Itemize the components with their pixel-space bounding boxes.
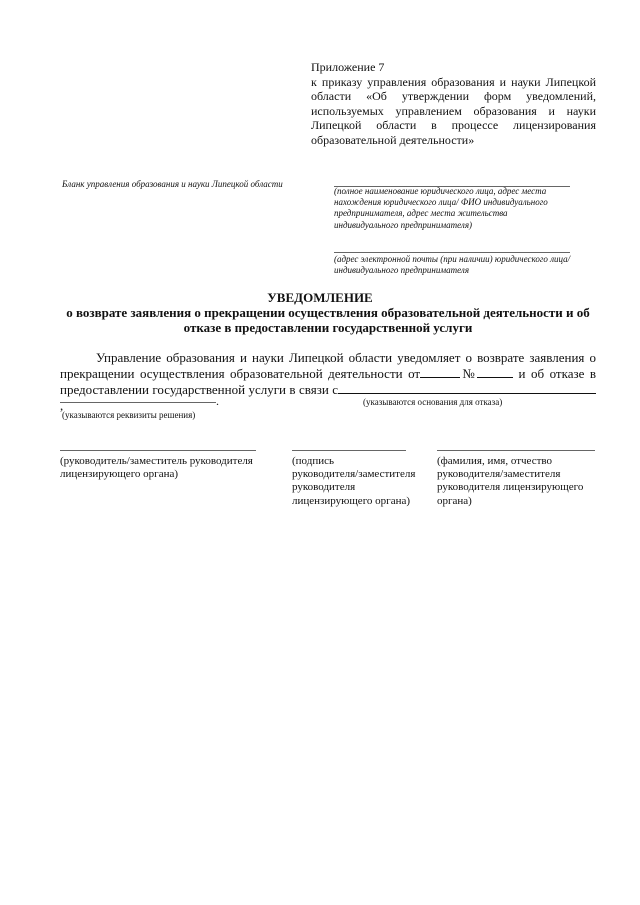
appendix-header: [311, 60, 596, 148]
recipient-caption: (полное наименование юридического лица, адрес места нахождения юридического лица/ ФИО индивидуального предпринимателя, адрес места жительства индивидуального предпринимателя): [334, 186, 548, 230]
reason-blank: [338, 382, 596, 394]
recipient-email-caption: (адрес электронной почты (при наличии) юридического лица/индивидуального предпринимателя: [334, 254, 571, 276]
document-title: УВЕДОМЛЕНИЕ: [267, 290, 373, 305]
appendix-order-reference: к приказу управления образования и науки Липецкой области «Об утверждении форм уведомлений, используемых управлением образования и науки Липецкой области в процессе лицензирования образовательной деятельности»: [311, 74, 596, 147]
requisites-line: [60, 402, 216, 403]
head-position-caption: (руководитель/заместитель руководителя лицензирующего органа): [60, 455, 253, 481]
signature-line: [292, 450, 406, 451]
body-comma: ,: [60, 398, 64, 413]
requisites-caption: (указываются реквизиты решения): [62, 410, 196, 420]
fullname-caption: (фамилия, имя, отчество руководителя/заместителя руководителя лицензирующего органа): [437, 455, 584, 507]
signature-caption: (подпись руководителя/заместителя руководителя лицензирующего органа): [292, 455, 416, 507]
date-blank: [420, 366, 460, 378]
fullname-line: [437, 450, 595, 451]
number-blank: [477, 366, 513, 378]
document-subtitle: о возврате заявления о прекращении осуществления образовательной деятельности и об отказе в предоставлении государственной услуги: [66, 305, 590, 335]
body-text-part2: и об отказе в предоставлении государственной услуги в связи с: [60, 366, 597, 397]
head-signature-line: [60, 450, 256, 451]
letterhead-label: Бланк управления образования и науки Липецкой области: [62, 179, 283, 189]
recipient-email-line: [334, 252, 570, 253]
reasons-caption: (указываются основания для отказа): [363, 397, 503, 407]
notice-body: [60, 350, 596, 414]
number-sign: №: [460, 366, 478, 381]
requisites-dot: .: [216, 394, 219, 408]
body-text-part1: Управление образования и науки Липецкой области уведомляет о возврате заявления о прекращении осуществления образовательной деятельности от: [60, 350, 596, 381]
appendix-number: Приложение 7: [311, 60, 385, 74]
